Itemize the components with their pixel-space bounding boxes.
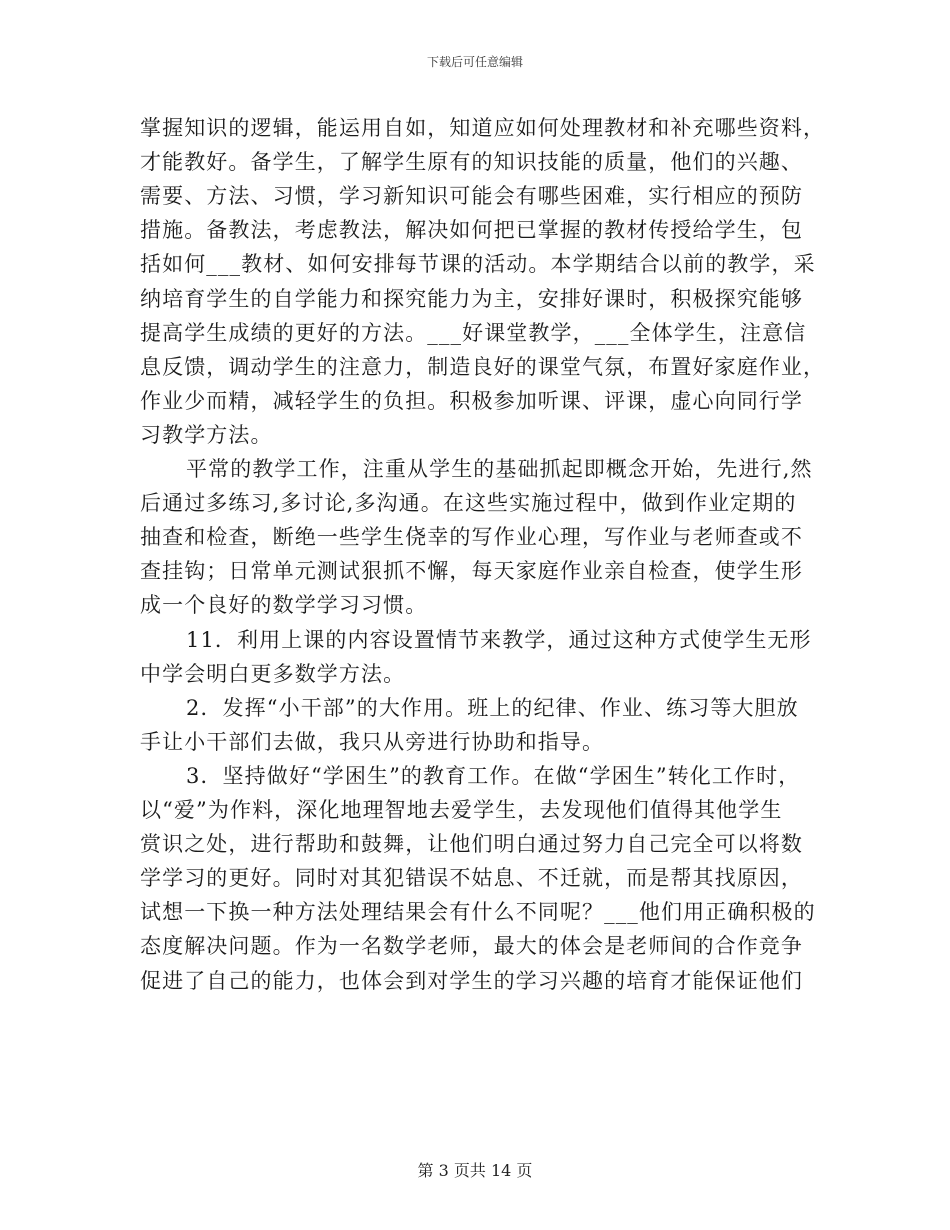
text-line: 后通过多练习,多讨论,多沟通。在这些实施过程中，做到作业定期的 (140, 491, 797, 516)
text-line: 措施。备教法，考虑教法，解决如何把已掌握的教材传授给学生，包 (140, 218, 803, 243)
text-line: 以“爱”为作料，深化地理智地去爱学生，去发现他们值得其他学生 (140, 798, 783, 822)
text-line: 提高学生成绩的更好的方法。___好课堂教学，___全体学生，注意信 (140, 320, 807, 345)
page-footer: 第 3 页共 14 页 (417, 1161, 533, 1180)
text-line: 中学会明白更多数学方法。 (140, 661, 406, 686)
text-line: 试想一下换一种方法处理结果会有什么不同呢？___他们用正确积极的 (140, 900, 816, 925)
text-line: 括如何___教材、如何安排每节课的活动。本学期结合以前的教学，采 (140, 252, 816, 277)
text-line: 习教学方法。 (140, 422, 273, 447)
text-line: 查挂钩；日常单元测试狠抓不懈，每天家庭作业亲自检查，使学生形 (140, 559, 803, 584)
text-line: 学学习的更好。同时对其犯错误不姑息、不迁就，而是帮其找原因， (140, 866, 803, 891)
text-line: 需要、方法、习惯，学习新知识可能会有哪些困难，实行相应的预防 (140, 184, 803, 209)
text-line: 成一个良好的数学学习习惯。 (140, 593, 428, 618)
text-line: 纳培育学生的自学能力和探究能力为主，安排好课时，积极探究能够 (140, 286, 803, 311)
text-line: 11．利用上课的内容设置情节来教学，通过这种方式使学生无形 (186, 627, 812, 652)
text-line: 态度解决问题。作为一名数学老师，最大的体会是老师间的合作竞争 (140, 934, 803, 959)
text-line: 掌握知识的逻辑，能运用自如，知道应如何处理教材和补充哪些资料， (140, 116, 826, 140)
text-line: 才能教好。备学生，了解学生原有的知识技能的质量，他们的兴趣、 (140, 150, 803, 175)
text-line: 促进了自己的能力，也体会到对学生的学习兴趣的培育才能保证他们 (140, 968, 803, 993)
text-line: 抽查和检查，断绝一些学生侥幸的写作业心理，写作业与老师查或不 (140, 525, 803, 550)
page-header: 下载后可任意编辑 (426, 55, 523, 69)
text-line: 手让小干部们去做，我只从旁进行协助和指导。 (140, 729, 605, 754)
text-line: 3．坚持做好“学困生”的教育工作。在做“学困生”转化工作时， (186, 763, 801, 788)
text-line: 赏识之处，进行帮助和鼓舞，让他们明白通过努力自己完全可以将数 (140, 832, 803, 857)
text-line: 2．发挥“小干部”的大作用。班上的纪律、作业、练习等大胆放 (186, 695, 799, 720)
text-line: 平常的教学工作，注重从学生的基础抓起即概念开始，先进行,然 (186, 457, 813, 481)
text-line: 息反馈，调动学生的注意力，制造良好的课堂气氛，布置好家庭作业， (140, 354, 826, 379)
text-line: 作业少而精，减轻学生的负担。积极参加听课、评课，虚心向同行学 (140, 388, 803, 413)
